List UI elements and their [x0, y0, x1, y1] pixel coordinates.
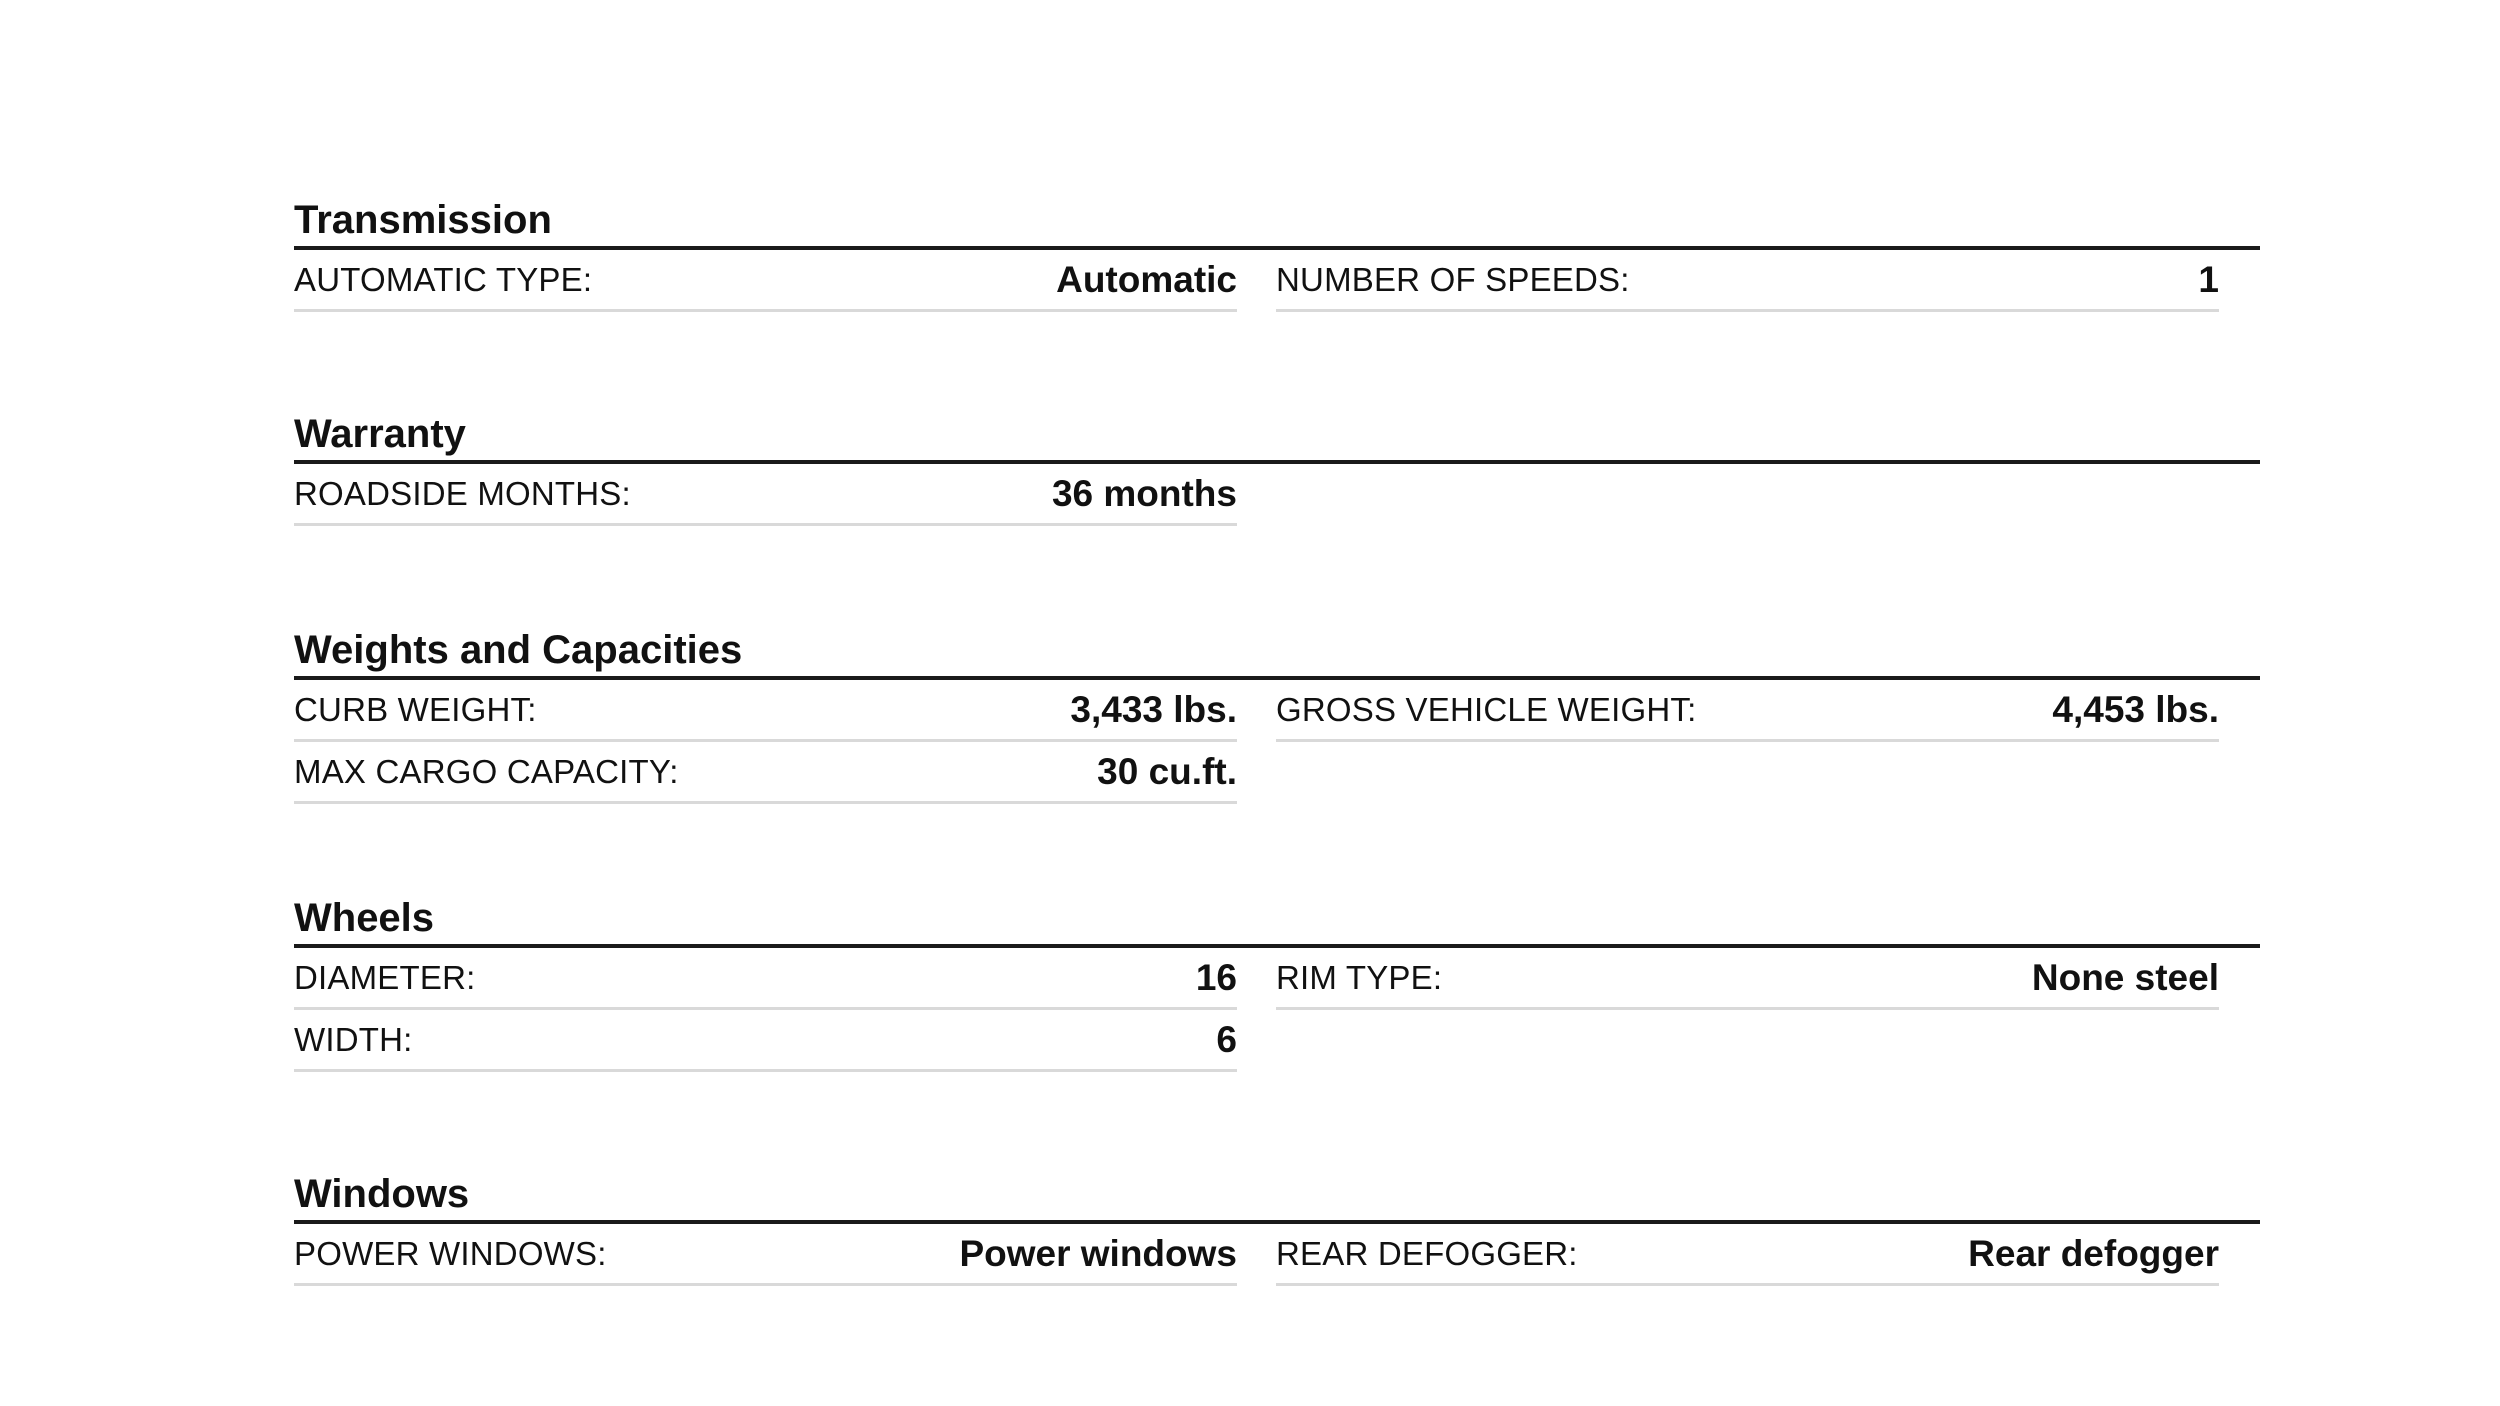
spec-row [294, 464, 2260, 526]
spec-value: 4,453 lbs. [2052, 688, 2219, 730]
spec-value: 1 [2198, 258, 2219, 300]
spec-row [294, 680, 2260, 742]
spec-row [294, 742, 2260, 804]
spec-power-windows [294, 1224, 1237, 1286]
spec-label: MAX CARGO CAPACITY: [294, 752, 679, 790]
spec-value: None steel [2031, 956, 2219, 998]
spec-row [294, 250, 2260, 312]
spec-max-cargo-capacity [294, 742, 1237, 804]
spec-roadside-months [294, 464, 1237, 526]
spec-value: 3,433 lbs. [1070, 688, 1237, 730]
section-warranty [294, 406, 2260, 526]
specifications-sheet [294, 192, 2260, 1286]
section-transmission [294, 192, 2260, 312]
spec-diameter [294, 948, 1237, 1010]
spec-label: POWER WINDOWS: [294, 1234, 607, 1272]
spec-automatic-type [294, 250, 1237, 312]
spec-number-of-speeds [1276, 250, 2219, 312]
spec-label: RIM TYPE: [1276, 958, 1443, 996]
section-windows [294, 1166, 2260, 1286]
spec-value: Power windows [959, 1232, 1237, 1274]
spec-value: Automatic [1056, 258, 1237, 300]
spec-empty-cell [1276, 1010, 2219, 1072]
section-title: Transmission [294, 192, 2260, 250]
spec-label: CURB WEIGHT: [294, 690, 537, 728]
section-title: Warranty [294, 406, 2260, 464]
spec-row [294, 1010, 2260, 1072]
spec-value: Rear defogger [1968, 1232, 2219, 1274]
section-title: Windows [294, 1166, 2260, 1224]
spec-row [294, 1224, 2260, 1286]
spec-value: 36 months [1051, 472, 1237, 514]
section-title: Weights and Capacities [294, 622, 2260, 680]
spec-empty-cell [1276, 464, 2219, 526]
spec-value: 6 [1216, 1018, 1237, 1060]
section-title: Wheels [294, 890, 2260, 948]
spec-label: NUMBER OF SPEEDS: [1276, 260, 1630, 298]
section-weights-and-capacities [294, 622, 2260, 804]
section-wheels [294, 890, 2260, 1072]
spec-label: AUTOMATIC TYPE: [294, 260, 593, 298]
spec-label: DIAMETER: [294, 958, 476, 996]
spec-rear-defogger [1276, 1224, 2219, 1286]
spec-gross-vehicle-weight [1276, 680, 2219, 742]
spec-rim-type [1276, 948, 2219, 1010]
spec-width [294, 1010, 1237, 1072]
spec-value: 30 cu.ft. [1097, 750, 1237, 792]
spec-label: REAR DEFOGGER: [1276, 1234, 1578, 1272]
spec-label: GROSS VEHICLE WEIGHT: [1276, 690, 1697, 728]
spec-row [294, 948, 2260, 1010]
spec-value: 16 [1195, 956, 1237, 998]
spec-label: ROADSIDE MONTHS: [294, 474, 631, 512]
spec-curb-weight [294, 680, 1237, 742]
spec-label: WIDTH: [294, 1020, 413, 1058]
spec-empty-cell [1276, 742, 2219, 804]
